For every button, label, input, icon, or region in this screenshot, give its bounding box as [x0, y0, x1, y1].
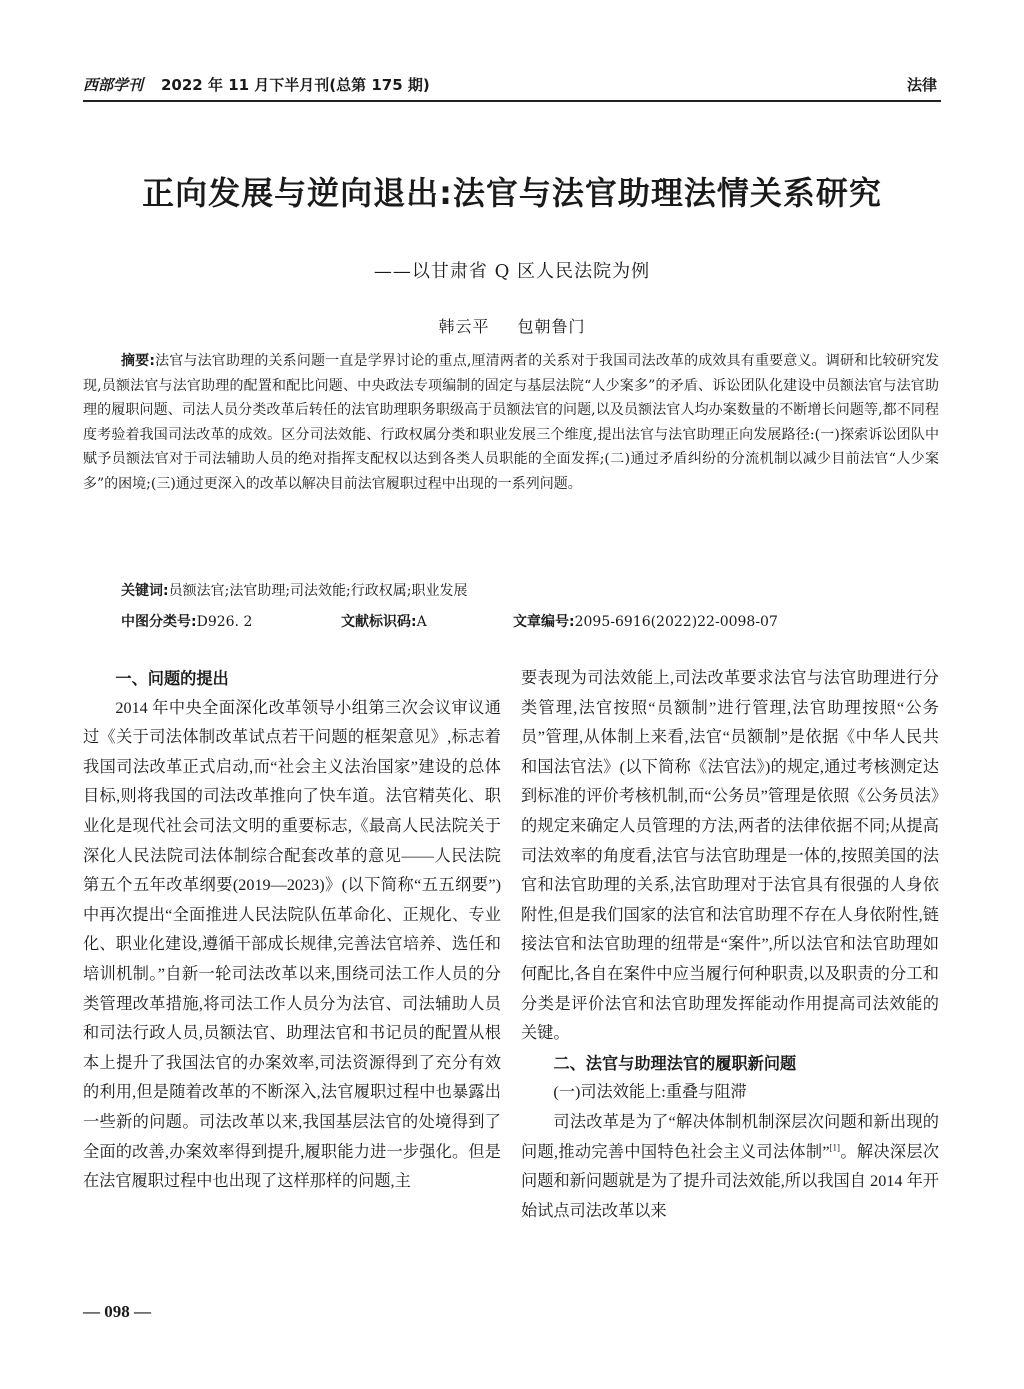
doc-value: A [416, 614, 427, 630]
abstract [83, 349, 939, 496]
doc-label: 文献标识码: [341, 614, 417, 630]
article-title: 正向发展与逆向退出:法官与法官助理法情关系研究 [142, 174, 882, 212]
article-subtitle: ——以甘肃省 Q 区人民法院为例 [373, 261, 651, 282]
section-label: 法律 [906, 76, 937, 94]
body-column-left [83, 664, 501, 1197]
keywords-label: 关键词: [121, 583, 169, 599]
body-paragraph [521, 1108, 939, 1226]
art-label: 文章编号: [513, 614, 575, 630]
section2-heading: 二、法官与助理法官的履职新问题 [553, 1053, 797, 1073]
journal-logo: 西部学刊 [83, 76, 144, 94]
clc-value: D926. 2 [196, 614, 253, 630]
clc-label: 中图分类号: [121, 614, 197, 630]
keywords [121, 579, 941, 603]
body-column-right [521, 664, 939, 1226]
body-paragraph: 2014 年中央全面深化改革领导小组第三次会议审议通过《关于司法体制改革试点若干问题的框架意见》,标志着我国司法改革正式启动,而“社会主义法治国家”建设的总体目标,则将我国的司法改革推向了快车道。法官精英化、职业化是现代社会司法文明的重要标志,《最高人民法院关于深化人民法院司法体制综合配套改革的意见——人民法院第五个五年改革纲要(2019—2023)》(以下简称“五五纲要”)中再次提出“全面推进人民法院队伍革命化、正规化、专业化、职业化建设,遵循干部成长规律,完善法官培养、选任和培训机制。”自新一轮司法改革以来,围绕司法工作人员的分类管理改革措施,将司法工作人员分为法官、司法辅助人员和司法行政人员,员额法官、助理法官和书记员的配置从根本上提升了我国法官的办案效率,司法资源得到了充分有效的利用,但是随着改革的不断深入,法官履职过程中也暴露出一些新的问题。司法改革以来,我国基层法官的处境得到了全面的改善,办案效率得到提升,履职能力进一步强化。但是在法官履职过程中也出现了这样那样的问题,主 [83, 698, 501, 1191]
citation-ref[interactable]: [1] [829, 1142, 841, 1153]
page-number: — 098 — [83, 1302, 151, 1321]
doc-code [341, 610, 427, 634]
issue-info: 2022 年 11 月下半月刊(总第 175 期) [161, 76, 430, 94]
clc-number [121, 610, 252, 634]
running-header [83, 70, 941, 102]
para2-text-a: 司法改革是为了“解决体制机制深层次问题和新出现的问题,推动完善中国特色社会主义司法体制” [521, 1112, 939, 1161]
body-paragraph-continued: 要表现为司法效能上,司法改革要求法官与法官助理进行分类管理,法官按照“员额制”进行管理,法官助理按照“公务员”管理,从体制上来看,法官“员额制”是依据《中华人民共和国法官法》(以下简称《法官法》)的规定,通过考核测定达到标准的评价考核机制,而“公务员”管理是依照《公务员法》的规定来确定人员管理的方法,两者的法律依据不同;从提高司法效率的角度看,法官与法官助理是一体的,按照美国的法官和法官助理的关系,法官助理对于法官具有很强的人身依附性,但是我们国家的法官和法官助理不存在人身依附性,链接法官和法官助理的纽带是“案件”,所以法官和法官助理如何配比,各自在案件中应当履行何种职责,以及职责的分工和分类是评价法官和法官助理发挥能动作用提高司法效能的关键。 [521, 669, 939, 1043]
keywords-text: 员额法官;法官助理;司法效能;行政权属;职业发展 [168, 583, 468, 599]
abstract-label: 摘要: [121, 353, 155, 369]
art-value: 2095-6916(2022)22-0098-07 [574, 614, 778, 630]
para2-text-b: 。解决深层次问题和新问题就是为了提升司法效能,所以我国自 2014 年开始试点司法改革以来 [521, 1142, 940, 1220]
abstract-text: 法官与法官助理的关系问题一直是学界讨论的重点,厘清两者的关系对于我国司法改革的成效具有重要意义。调研和比较研究发现,员额法官与法官助理的配置和配比问题、中央政法专项编制的固定与基层法院“人少案多”的矛盾、诉讼团队化建设中员额法官与法官助理的履职问题、司法人员分类改革后转任的法官助理职务职级高于员额法官的问题,以及员额法官人均办案数量的不断增长问题等,都不同程度考验着我国司法改革的成效。区分司法效能、行政权属分类和职业发展三个维度,提出法官与法官助理正向发展路径:(一)探索诉讼团队中赋予员额法官对于司法辅助人员的绝对指挥支配权以达到各类人员职能的全面发挥;(二)通过矛盾纠纷的分流机制以减少目前法官“人少案多”的困境;(三)通过更深入的改革以解决目前法官履职过程中出现的一系列问题。 [83, 353, 939, 492]
article-authors: 韩云平 包朝鲁门 [438, 317, 586, 336]
subsection1-heading: (一)司法效能上:重叠与阻滞 [553, 1083, 747, 1102]
classification-line [121, 610, 941, 634]
section1-heading: 一、问题的提出 [115, 669, 229, 688]
article-number [513, 610, 778, 634]
